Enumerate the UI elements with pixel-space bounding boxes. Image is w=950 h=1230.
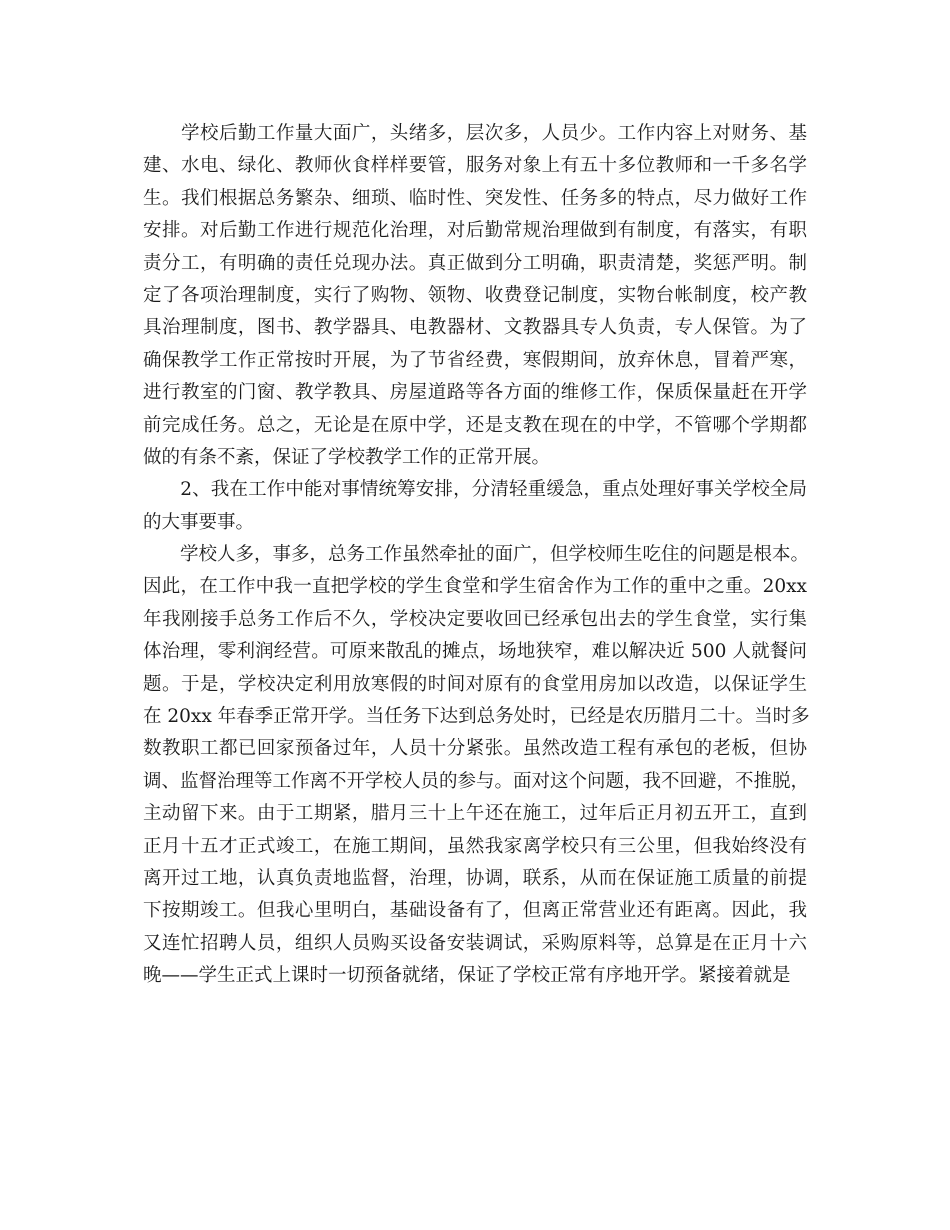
text-line: 具治理制度，图书、教学器具、电教器材、文教器具专人负责，专人保管。为了	[143, 317, 807, 339]
text-line: 在 20xx 年春季正常开学。当任务下达到总务处时，已经是农历腊月二十。当时多	[143, 706, 810, 728]
text-line: 生。我们根据总务繁杂、细琐、临时性、突发性、任务多的特点，尽力做好工作	[143, 187, 807, 209]
text-line: 进行教室的门窗、教学教具、房屋道路等各方面的维修工作，保质保量赶在开学	[143, 382, 807, 404]
text-line: 下按期竣工。但我心里明白，基础设备有了，但离正常营业还有距离。因此，我	[143, 900, 807, 922]
text-line: 调、监督治理等工作离不开学校人员的参与。面对这个问题，我不回避，不推脱，	[143, 770, 810, 792]
paragraph-1	[143, 118, 807, 474]
text-line: 学校人多，事多，总务工作虽然牵扯的面广，但学校师生吃住的问题是根本。	[143, 544, 810, 566]
text-line: 年我刚接手总务工作后不久，学校决定要收回已经承包出去的学生食堂，实行集	[143, 608, 807, 630]
document-body	[143, 118, 810, 993]
text-line: 做的有条不紊，保证了学校教学工作的正常开展。	[143, 446, 551, 468]
text-line: 学校后勤工作量大面广，头绪多，层次多，人员少。工作内容上对财务、基	[143, 123, 807, 144]
paragraph-2	[143, 474, 807, 539]
text-line: 建、水电、绿化、教师伙食样样要管，服务对象上有五十多位教师和一千多名学	[143, 155, 807, 177]
text-line: 晚——学生正式上课时一切预备就绪，保证了学校正常有序地开学。紧接着就是	[143, 965, 791, 987]
text-line: 确保教学工作正常按时开展，为了节省经费，寒假期间，放弃休息，冒着严寒，	[143, 349, 807, 371]
text-line: 的大事要事。	[143, 511, 255, 533]
text-line: 又连忙招聘人员，组织人员购买设备安装调试，采购原料等，总算是在正月十六	[143, 932, 807, 954]
paragraph-3	[143, 539, 810, 992]
text-line: 数教职工都已回家预备过年，人员十分紧张。虽然改造工程有承包的老板，但协	[143, 738, 807, 760]
text-line: 定了各项治理制度，实行了购物、领物、收费登记制度，实物台帐制度，校产教	[143, 284, 807, 306]
text-line: 安排。对后勤工作进行规范化治理，对后勤常规治理做到有制度，有落实，有职	[143, 220, 807, 242]
text-line: 责分工，有明确的责任兑现办法。真正做到分工明确，职责清楚，奖惩严明。制	[143, 252, 807, 274]
text-line: 因此，在工作中我一直把学校的学生食堂和学生宿舍作为工作的重中之重。20xx	[143, 576, 807, 598]
text-line: 体治理，零利润经营。可原来散乱的摊点，场地狭窄，难以解决近 500 人就餐问	[143, 641, 807, 663]
text-line: 正月十五才正式竣工，在施工期间，虽然我家离学校只有三公里，但我始终没有	[143, 835, 807, 857]
text-line: 题。于是，学校决定利用放寒假的时间对原有的食堂用房加以改造，以保证学生	[143, 673, 807, 695]
text-line: 主动留下来。由于工期紧，腊月三十上午还在施工，过年后正月初五开工，直到	[143, 803, 807, 825]
text-line: 前完成任务。总之，无论是在原中学，还是支教在现在的中学，不管哪个学期都	[143, 414, 807, 436]
text-line: 离开过工地，认真负责地监督，治理，协调，联系，从而在保证施工质量的前提	[143, 867, 807, 889]
text-line: 2、我在工作中能对事情统筹安排，分清轻重缓急，重点处理好事关学校全局	[143, 479, 807, 501]
